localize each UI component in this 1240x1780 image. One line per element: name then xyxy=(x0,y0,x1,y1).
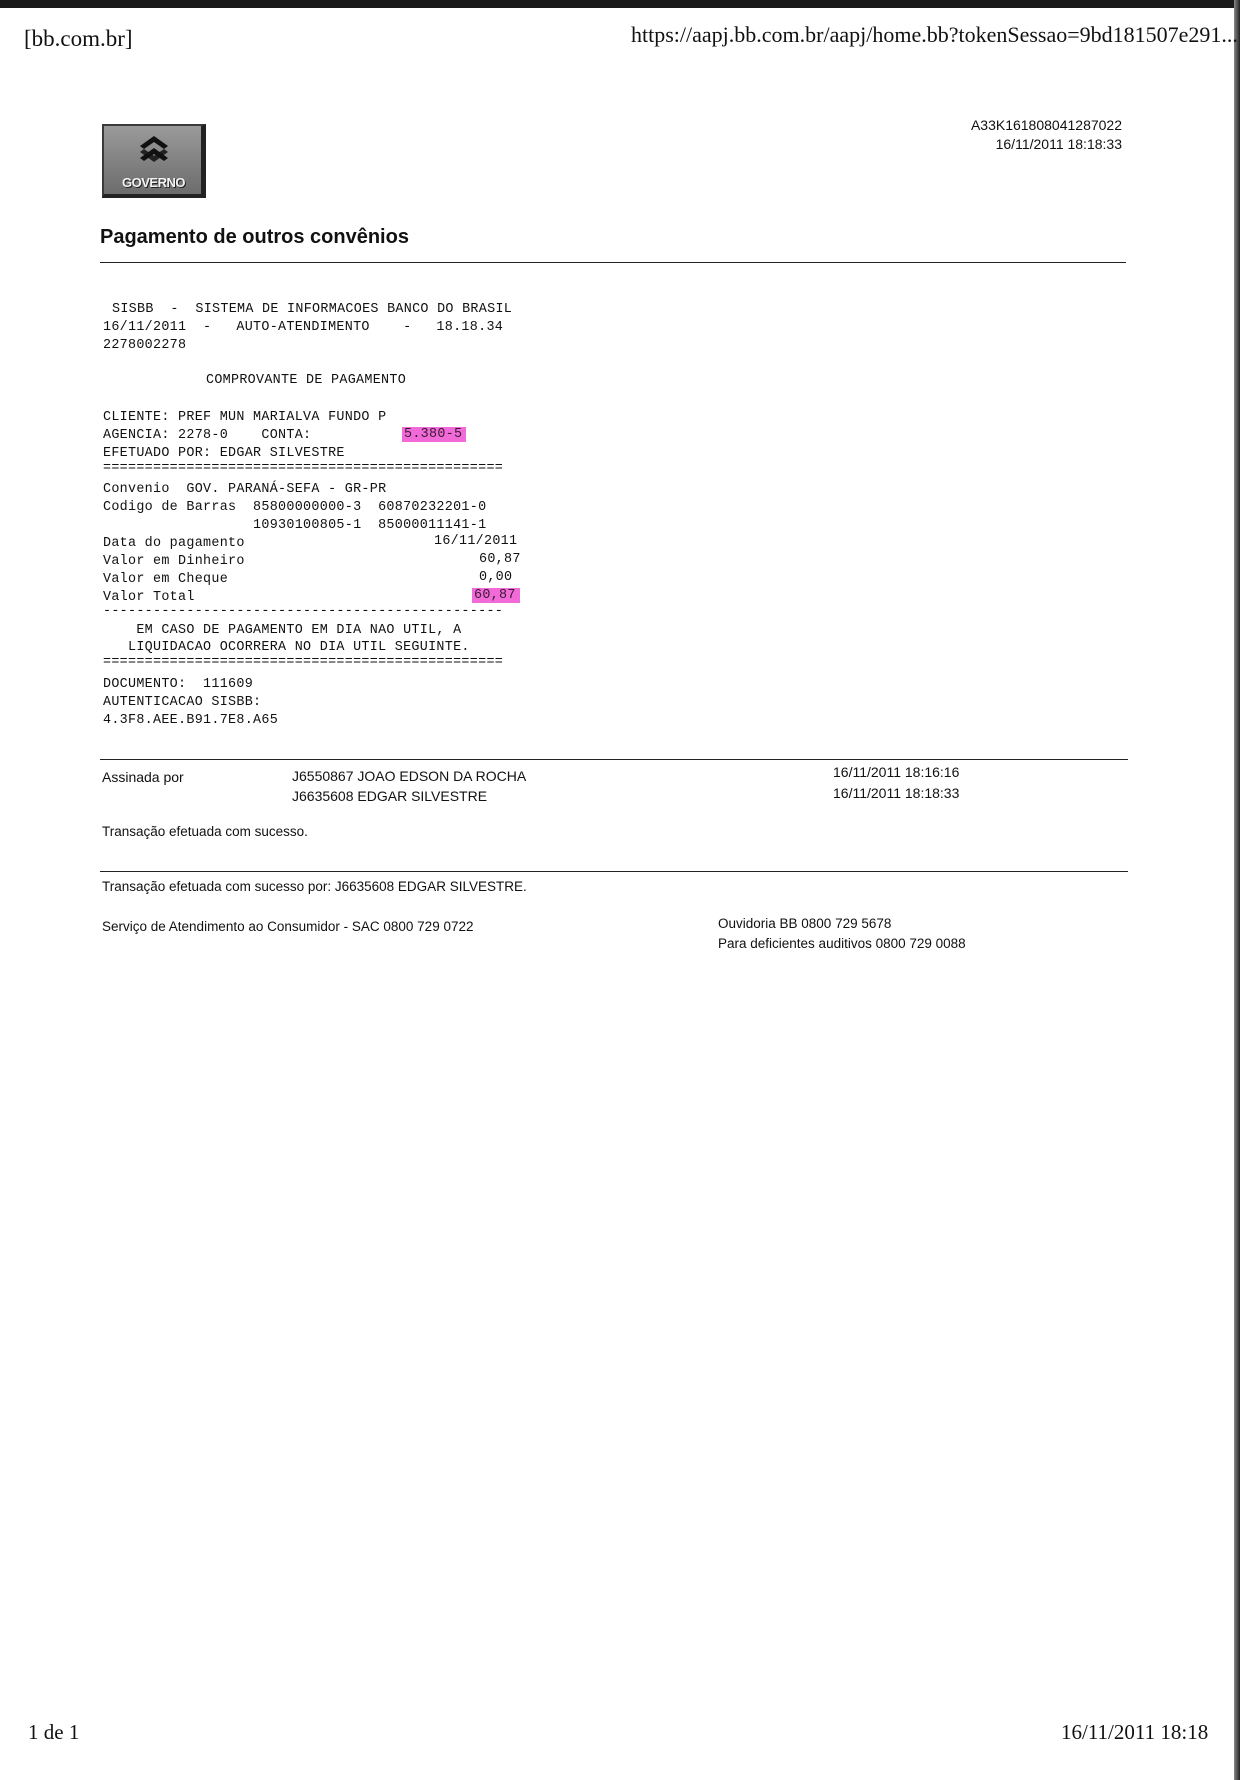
document-header-info xyxy=(971,116,1122,154)
conta-highlight: 5.380-5 xyxy=(402,427,466,442)
receipt-terminal-line: 2278002278 xyxy=(103,338,187,353)
receipt-header-line: SISBB - SISTEMA DE INFORMACOES BANCO DO BRASIL xyxy=(112,302,513,317)
receipt-notice-line-2: LIQUIDACAO OCORRERA NO DIA UTIL SEGUINTE. xyxy=(103,640,470,655)
document-code: A33K161808041287022 xyxy=(970,117,1122,133)
receipt-agencia: AGENCIA: 2278-0 CONTA: xyxy=(103,428,312,443)
receipt-cliente: CLIENTE: PREF MUN MARIALVA FUNDO P xyxy=(103,410,387,425)
receipt-separator-1: ================================================ xyxy=(103,461,504,476)
signed-by-label: Assinada por xyxy=(102,769,184,785)
print-timestamp: 16/11/2011 18:18 xyxy=(1061,1720,1209,1744)
receipt-date-line: 16/11/2011 - AUTO-ATENDIMENTO - 18.18.34 xyxy=(103,320,504,335)
receipt-notice-line-1: EM CASO DE PAGAMENTO EM DIA NAO UTIL, A xyxy=(103,623,462,638)
browser-header-site: [bb.com.br] xyxy=(24,26,133,51)
receipt-autenticacao-code: 4.3F8.AEE.B91.7E8.A65 xyxy=(103,713,279,728)
ouvidoria-contact: Ouvidoria BB 0800 729 5678 xyxy=(718,916,892,931)
hearing-impaired-contact: Para deficientes auditivos 0800 729 0088 xyxy=(718,936,966,951)
receipt-efetuado: EFETUADO POR: EDGAR SILVESTRE xyxy=(103,446,345,461)
browser-header-url: https://aapj.bb.com.br/aapj/home.bb?tokenSessao=9bd181507e291... xyxy=(631,22,1238,47)
receipt-title: COMPROVANTE DE PAGAMENTO xyxy=(206,373,407,388)
receipt-barcode-line-1: Codigo de Barras 85800000000-3 60870232201-0 xyxy=(103,500,487,515)
receipt-separator-2: ------------------------------------------------ xyxy=(103,604,504,619)
transaction-success-by: Transação efetuada com sucesso por: J6635608 EDGAR SILVESTRE. xyxy=(102,879,527,894)
receipt-cheque-label: Valor em Cheque xyxy=(103,572,229,587)
receipt-documento: DOCUMENTO: 111609 xyxy=(103,677,254,692)
receipt-barcode-line-2: 10930100805-1 85000011141-1 xyxy=(103,518,487,533)
receipt-conta xyxy=(402,426,466,444)
receipt-cheque-value: 0,00 xyxy=(479,570,513,585)
signer-1: J6550867 JOAO EDSON DA ROCHA xyxy=(292,768,527,784)
print-page-count: 1 de 1 xyxy=(28,1720,80,1744)
document-timestamp: 16/11/2011 18:18:33 xyxy=(995,136,1122,152)
sac-contact: Serviço de Atendimento ao Consumidor - SAC 0800 729 0722 xyxy=(102,919,474,934)
title-divider xyxy=(100,262,1126,263)
scan-right-edge xyxy=(1234,0,1240,1780)
transaction-status: Transação efetuada com sucesso. xyxy=(102,824,308,839)
signer-1-time: 16/11/2011 18:16:16 xyxy=(833,764,960,780)
page-title: Pagamento de outros convênios xyxy=(100,226,409,248)
receipt-autenticacao-label: AUTENTICACAO SISBB: xyxy=(103,695,262,710)
receipt-separator-3: ================================================ xyxy=(103,655,504,670)
receipt-convenio: Convenio GOV. PARANÁ-SEFA - GR-PR xyxy=(103,482,387,497)
receipt-total-label: Valor Total xyxy=(103,590,195,605)
total-highlight: 60,87 xyxy=(472,588,520,603)
signer-2-time: 16/11/2011 18:18:33 xyxy=(833,785,960,801)
receipt-data-label: Data do pagamento xyxy=(103,536,245,551)
signature-divider xyxy=(100,759,1128,760)
scan-top-edge xyxy=(0,0,1240,8)
logo-label: GOVERNO xyxy=(122,175,185,190)
receipt-data-value: 16/11/2011 xyxy=(434,534,518,549)
signer-2: J6635608 EDGAR SILVESTRE xyxy=(292,788,488,804)
footer-divider xyxy=(100,871,1128,872)
banco-do-brasil-logo xyxy=(102,124,206,198)
banco-do-brasil-logo-icon xyxy=(134,132,174,172)
receipt-dinheiro-label: Valor em Dinheiro xyxy=(103,554,245,569)
receipt-dinheiro-value: 60,87 xyxy=(479,552,521,567)
